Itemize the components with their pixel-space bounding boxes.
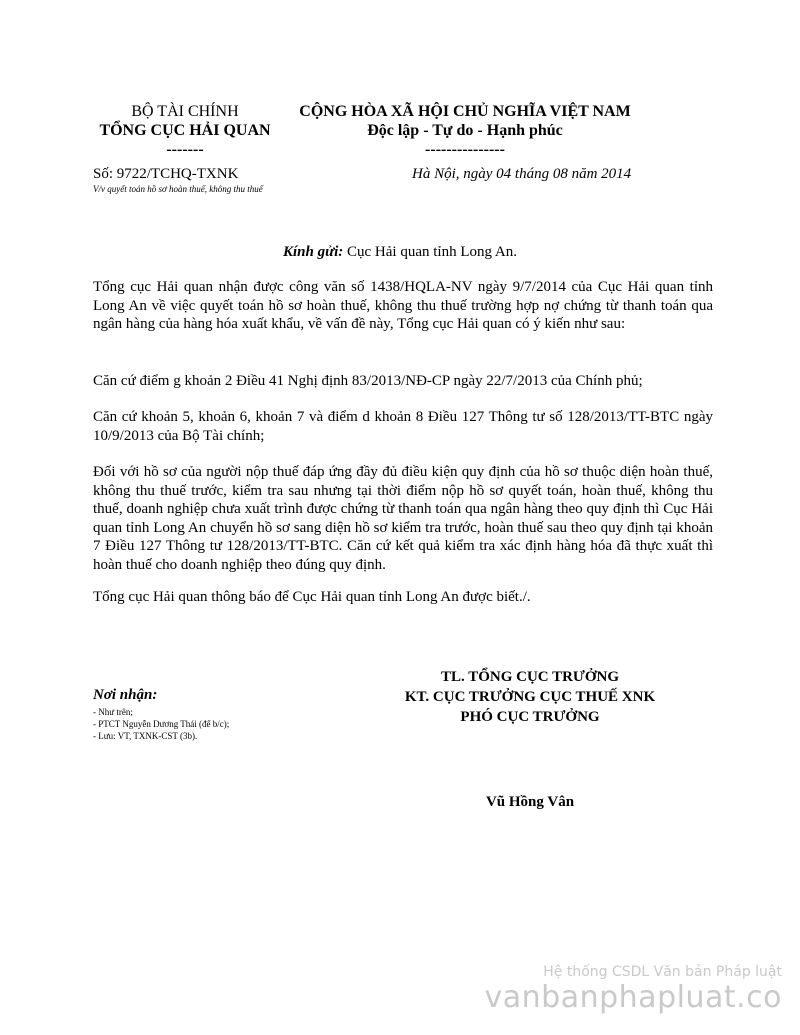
receivers-block bbox=[93, 686, 293, 742]
recipient-line bbox=[0, 244, 800, 261]
receiver-item: - Lưu: VT, TXNK-CST (3b). bbox=[93, 731, 198, 741]
site-watermark bbox=[485, 963, 782, 1015]
body-paragraph-1: Tổng cục Hải quan nhận được công văn số 1438/HQLA-NV ngày 9/7/2014 của Cục Hải quan tỉnh Long An về việc quyết toán hồ sơ hoàn thuế, không thu thuế trường hợp nợ chứng từ thanh toán qua ngân hàng của hàng hóa xuất khẩu, về vấn đề này, Tổng cục Hải quan có ý kiến như sau: bbox=[93, 279, 713, 332]
document-number: Số: 9722/TCHQ-TXNK bbox=[93, 166, 239, 182]
left-divider: ------- bbox=[166, 141, 204, 158]
body-paragraph-5: Tổng cục Hải quan thông báo để Cục Hải quan tỉnh Long An được biết./. bbox=[93, 589, 531, 605]
watermark-domain: vanbanphapluat.co bbox=[484, 980, 782, 1015]
recipient-name: Cục Hải quan tỉnh Long An. bbox=[343, 244, 517, 260]
national-header bbox=[285, 102, 645, 159]
signature-title-2: KT. CỤC TRƯỞNG CỤC THUẾ XNK bbox=[404, 689, 656, 705]
receivers-title: Nơi nhận: bbox=[93, 687, 158, 703]
signature-title-3: PHÓ CỤC TRƯỞNG bbox=[460, 709, 600, 725]
republic-title: CỘNG HÒA XÃ HỘI CHỦ NGHĨA VIỆT NAM bbox=[299, 103, 631, 120]
issuer-header bbox=[90, 102, 280, 159]
signature-title-1: TL. TỔNG CỤC TRƯỞNG bbox=[440, 669, 620, 685]
body-paragraph-4: Đối với hồ sơ của người nộp thuế đáp ứng đầy đủ điều kiện quy định của hồ sơ thuộc diện hoàn thuế, không thu thuế trước, kiểm tra sau nhưng tại thời điểm nộp hồ sơ quyết toán, hoàn thuế, không thu thuế, doanh nghiệp chưa xuất trình được chứng từ thanh toán qua ngân hàng theo quy định thì Cục Hải quan tỉnh Long An chuyển hồ sơ sang diện hồ sơ kiểm tra trước, hoàn thuế sau theo quy định tại khoản 7 Điều 127 Thông tư 128/2013/TT-BTC. Căn cứ kết quả kiểm tra xác định hàng hóa đã thực xuất thì hoàn thuế cho doanh nghiệp theo đúng quy định. bbox=[93, 464, 713, 573]
department-name: TỔNG CỤC HẢI QUAN bbox=[99, 122, 271, 139]
body-paragraph-3: Căn cứ khoản 5, khoản 6, khoản 7 và điểm d khoản 8 Điều 127 Thông tư số 128/2013/TT-BTC ngày 10/9/2013 của Bộ Tài chính; bbox=[93, 409, 713, 444]
receiver-item: - PTCT Nguyễn Dương Thái (để b/c); bbox=[93, 719, 230, 729]
body-paragraph-2: Căn cứ điểm g khoản 2 Điều 41 Nghị định 83/2013/NĐ-CP ngày 22/7/2013 của Chính phủ; bbox=[93, 373, 643, 389]
signature-block bbox=[330, 667, 730, 727]
right-divider: --------------- bbox=[425, 141, 505, 158]
watermark-caption: Hệ thống CSDL Văn bản Pháp luật bbox=[543, 964, 782, 980]
document-subject: V/v quyết toán hồ sơ hoàn thuế, không thu thuế bbox=[93, 184, 263, 194]
receivers-list bbox=[93, 706, 293, 742]
recipient-label: Kính gửi: bbox=[283, 244, 344, 260]
national-motto: Độc lập - Tự do - Hạnh phúc bbox=[367, 122, 563, 139]
ministry-name: BỘ TÀI CHÍNH bbox=[131, 103, 239, 120]
document-date: Hà Nội, ngày 04 tháng 08 năm 2014 bbox=[412, 166, 632, 182]
receiver-item: - Như trên; bbox=[93, 707, 133, 717]
signer-name: Vũ Hồng Vân bbox=[485, 794, 575, 810]
